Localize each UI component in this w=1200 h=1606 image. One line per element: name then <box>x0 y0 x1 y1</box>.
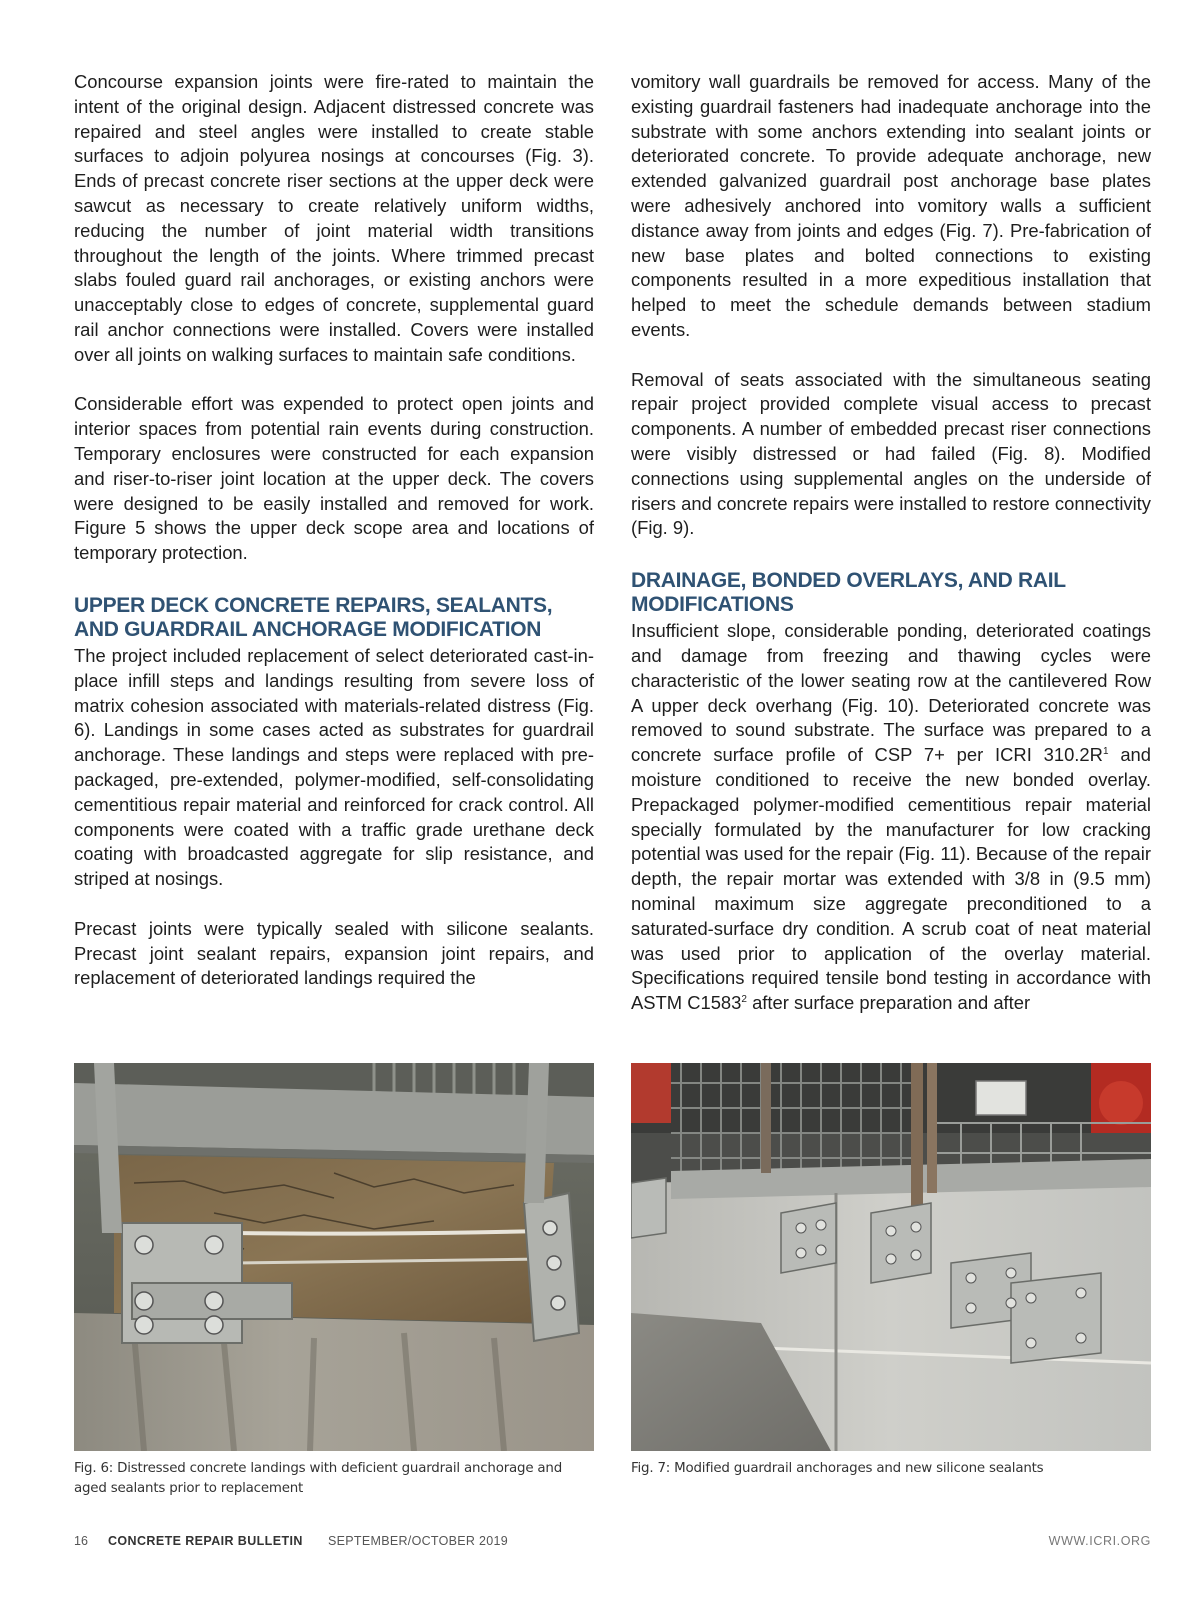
body-paragraph: Precast joints were typically sealed with silicone sealants. Precast joint sealant repairs, expansion joint repairs, and replacement of deteriorated landings required the <box>74 917 594 989</box>
body-paragraph: The project included replacement of select deteriorated cast-in-place infill steps and landings resulting from severe loss of matrix cohesion associated with materials-related distress (Fig. 6). Landings in some cases acted as substrates for guardrail anchorage. These landings and steps were replaced with pre-packaged, pre-extended, polymer-modified, self-consolidating cementitious repair material and reinforced for crack control. All components were coated with a traffic grade urethane deck coating with broadcasted aggregate for slip resistance, and striped at nosings. <box>74 644 594 890</box>
page-footer <box>74 1534 1151 1554</box>
publication-name: CONCRETE REPAIR BULLETIN <box>108 1534 303 1548</box>
body-paragraph: Considerable effort was expended to protect open joints and interior spaces from potential rain events during construction. Temporary enclosures were constructed for each expansion and riser-to-riser joint location at the upper deck. The covers were designed to be easily installed and removed for work. Figure 5 shows the upper deck scope area and locations of temporary protection. <box>74 393 594 564</box>
section-heading-upper-deck: UPPER DECK CONCRETE REPAIRS, SEALANTS, AND GUARDRAIL ANCHORAGE MODIFICATION <box>74 593 553 641</box>
body-paragraph: Concourse expansion joints were fire-rated to maintain the intent of the original design. Adjacent distressed concrete was repaired and steel angles were installed to create stable surfaces to adjoin polyurea nosings at concourses (Fig. 3). Ends of precast concrete riser sections at the upper deck were sawcut as necessary to create relatively uniform widths, reducing the number of joint material width transitions throughout the length of the joints. Where trimmed precast slabs fouled guard rail anchorages, or existing anchors were unacceptably close to edges of concrete, supplemental guard rail anchor connections were installed. Covers were installed over all joints on walking surfaces to maintain safe conditions. <box>74 71 594 365</box>
figure-7-photo <box>631 1063 1151 1451</box>
figure-7-caption: Fig. 7: Modified guardrail anchorages and new silicone sealants <box>631 1461 1044 1476</box>
paragraph-text: after surface preparation and after <box>746 992 1031 1014</box>
body-paragraph: vomitory wall guardrails be removed for access. Many of the existing guardrail fasteners had inadequate anchorage into the substrate with some anchors extending into sealant joints or deteriorated concrete. To provide adequate anchorage, new extended galvanized guardrail post anchorage base plates were adhesively anchored into vomitory walls a sufficient distance away from joints and edges (Fig. 7). Pre-fabrication of new base plates and bolted connections to existing components resulted in a more expeditious installation that helped to meet the schedule demands between stadium events. <box>631 71 1151 340</box>
figure-6-photo <box>74 1063 594 1451</box>
body-paragraph: Removal of seats associated with the simultaneous seating repair project provided complete visual access to precast components. A number of embedded precast riser connections were visibly distressed or had failed (Fig. 8). Modified connections using supplemental angles on the underside of risers and concrete repairs were installed to restore connectivity (Fig. 9). <box>631 368 1151 539</box>
body-paragraph <box>631 619 1151 1016</box>
right-column <box>631 70 1151 1016</box>
reference-superscript: 2 <box>741 993 747 1005</box>
left-column <box>74 70 594 991</box>
page-number: 16 <box>74 1534 88 1548</box>
section-heading-drainage: DRAINAGE, BONDED OVERLAYS, AND RAIL MODIFICATIONS <box>631 569 1066 617</box>
paragraph-text: and moisture conditioned to receive the new bonded overlay. Prepackaged polymer-modified cementitious repair material specially formulated by the manufacturer for low cracking potential was used for the repair (Fig. 11). Because of the repair depth, the repair mortar was extended with 3/8 in (9.5 mm) nominal maximum size aggregate preconditioned to a saturated-surface dry condition. A scrub coat of neat material was used prior to application of the overlay material. Specifications required tensile bond testing in accordance with ASTM C1583 <box>631 744 1152 1014</box>
reference-superscript: 1 <box>1102 746 1109 757</box>
issue-date: SEPTEMBER/OCTOBER 2019 <box>328 1534 509 1548</box>
paragraph-text: Insufficient slope, considerable ponding, deteriorated coatings and damage from freezing and thawing cycles were characteristic of the lower seating row at the cantilevered Row A upper deck overhang (Fig. 10). Deteriorated concrete was removed to sound substrate. The surface was prepared to a concrete surface profile of CSP 7+ per ICRI 310.2R <box>631 620 1151 766</box>
website-link[interactable]: WWW.ICRI.ORG <box>1048 1534 1151 1548</box>
figure-6-caption: Fig. 6: Distressed concrete landings with deficient guardrail anchorage and aged sealants prior to replacement <box>74 1461 563 1496</box>
